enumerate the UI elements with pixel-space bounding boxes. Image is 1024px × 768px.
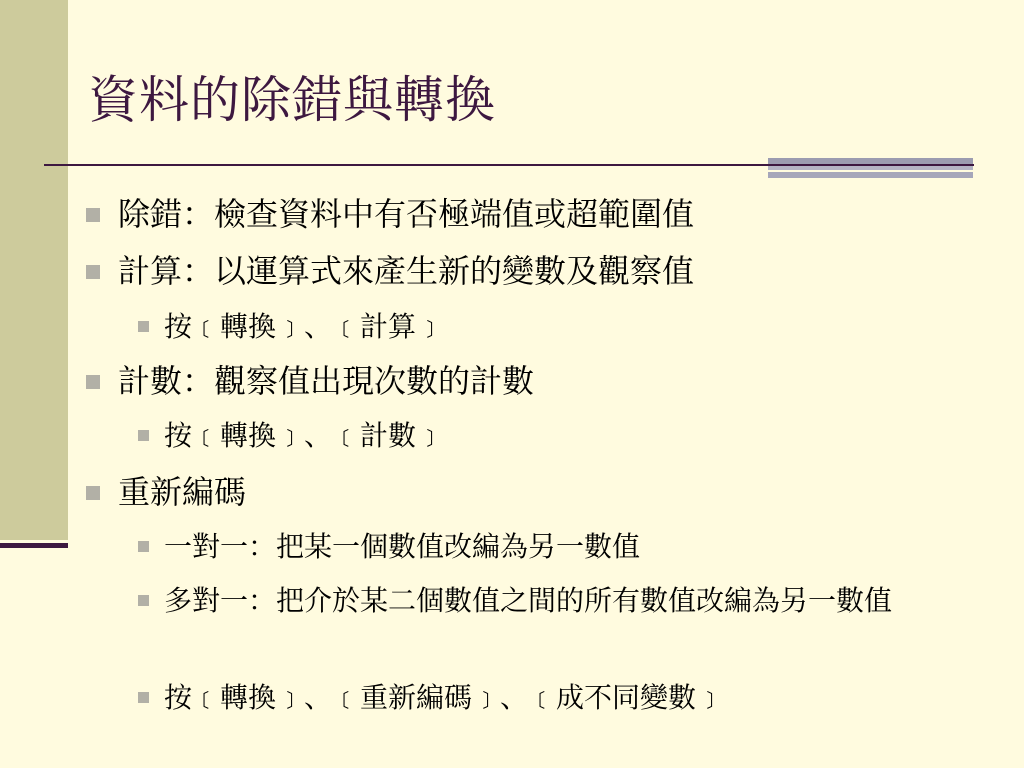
bullet-text: 按﹝轉換﹞、﹝計數﹞ [164, 419, 445, 452]
bullet-text: 計數：觀察值出現次數的計數 [118, 362, 535, 400]
bullet-text: 除錯：檢查資料中有否極端值或超範圍值 [118, 195, 695, 233]
bullet-item [118, 252, 998, 290]
bullet-text: 按﹝轉換﹞、﹝重新編碼﹞、﹝成不同變數﹞ [164, 681, 725, 714]
square-bullet-icon [86, 265, 100, 279]
bullet-item [118, 473, 998, 511]
bullet-text: 一對一：把某一個數值改編為另一數值 [164, 530, 641, 563]
bullet-text: 多對一：把介於某二個數值之間的所有數值改編為另一數值 [164, 584, 893, 617]
sub-bullet-item [164, 583, 1014, 619]
square-bullet-icon [86, 486, 100, 500]
bullet-text: 重新編碼 [118, 473, 247, 511]
bullet-item [118, 362, 998, 400]
square-bullet-icon [138, 595, 149, 606]
sub-bullet-item [164, 418, 994, 454]
slide-title: 資料的除錯與轉換 [88, 71, 496, 129]
square-bullet-icon [138, 430, 149, 441]
square-bullet-icon [138, 692, 149, 703]
square-bullet-icon [86, 375, 100, 389]
bullet-text: 按﹝轉換﹞、﹝計算﹞ [164, 310, 445, 343]
sub-bullet-item [164, 680, 994, 716]
square-bullet-icon [138, 321, 149, 332]
sub-bullet-item [164, 529, 994, 565]
bullet-text: 計算：以運算式來產生新的變數及觀察值 [118, 252, 695, 290]
square-bullet-icon [86, 208, 100, 222]
bullet-item [118, 195, 998, 233]
sub-bullet-item [164, 309, 994, 345]
square-bullet-icon [138, 541, 149, 552]
